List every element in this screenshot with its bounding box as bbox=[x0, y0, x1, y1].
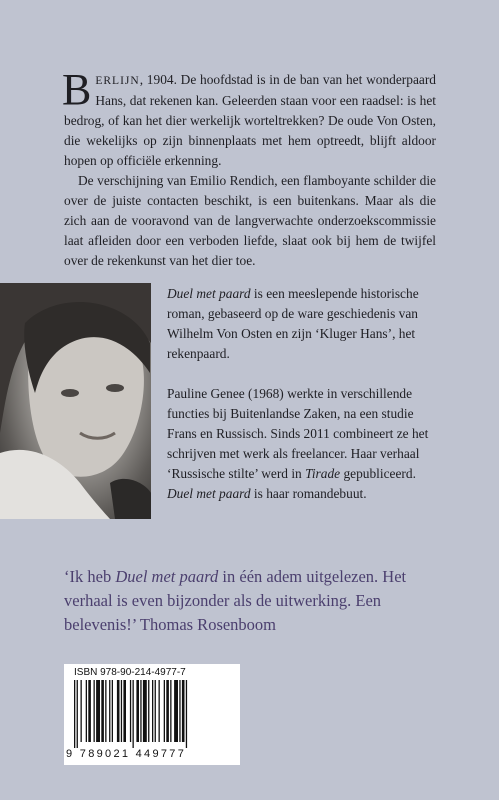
barcode-bar bbox=[86, 680, 87, 742]
drop-cap: B bbox=[62, 65, 92, 114]
book-title: Duel met paard bbox=[167, 486, 251, 501]
magazine-title: Tirade bbox=[305, 466, 341, 481]
barcode-bar bbox=[105, 680, 106, 742]
author-photo bbox=[0, 283, 151, 519]
book-and-author-info bbox=[167, 284, 443, 524]
barcode-bar bbox=[155, 680, 156, 742]
barcode-bar bbox=[143, 680, 147, 742]
barcode-bar bbox=[166, 680, 169, 742]
barcode-bars bbox=[74, 680, 230, 748]
barcode-digits: 9 789021 449777 bbox=[66, 748, 187, 760]
review-quote: ‘Ik heb Duel met paard in één adem uitgelezen. Het verhaal is even bijzonder als de uitwerking. Een belevenis!’ Thomas Rosenboom bbox=[64, 567, 407, 634]
barcode-bar bbox=[159, 680, 160, 742]
quote-book-title: Duel met paard bbox=[115, 567, 219, 586]
barcode-bar bbox=[112, 680, 113, 742]
barcode-bar bbox=[179, 680, 180, 742]
barcode-bar bbox=[117, 680, 120, 742]
barcode-bar bbox=[77, 680, 78, 748]
barcode-bar bbox=[81, 680, 82, 742]
synopsis-paragraph-1 bbox=[62, 65, 436, 171]
author-bio: Pauline Genee (1968) werkte in verschillende functies bij Buitenlandse Zaken, na een studie Frans en Russisch. Sinds 2011 combineert ze het schrijven met werk als freelancer. Haar verhaal ‘Russische stilte’ werd in Tirade gepubliceerd. Duel met paard is haar romandebuut. bbox=[167, 386, 429, 501]
synopsis-text-1: , 1904. De hoofdstad is in de ban van het wonderpaard Hans, dat rekenen kan. Geleerden staan voor een raadsel: is het bedrog, of kan het dier werkelijk worteltrekken? De oude Von Osten, die wekelijks op zijn binnenplaats met hem optreedt, blijft aldoor hopen op officiële erkenning. bbox=[64, 72, 436, 168]
barcode-bar bbox=[109, 680, 110, 742]
barcode-bar bbox=[130, 680, 131, 742]
barcode-bar bbox=[152, 680, 153, 742]
barcode-bar bbox=[74, 680, 75, 748]
author-portrait-image bbox=[0, 283, 151, 519]
barcode-bar bbox=[174, 680, 178, 742]
barcode-bar bbox=[182, 680, 185, 742]
city-name: ERLIJN bbox=[95, 75, 140, 87]
barcode-bar bbox=[133, 680, 134, 748]
barcode-bar bbox=[121, 680, 122, 742]
barcode-bar bbox=[140, 680, 141, 742]
book-title: Duel met paard bbox=[167, 286, 251, 301]
barcode-bar bbox=[136, 680, 139, 742]
book-description: Duel met paard is een meeslepende historische roman, gebaseerd op de ware geschiedenis van Wilhelm Von Osten en zijn ‘Kluger Hans’, het rekenpaard. bbox=[167, 286, 419, 361]
barcode-bar bbox=[164, 680, 165, 742]
synopsis bbox=[62, 65, 436, 271]
barcode-bar bbox=[96, 680, 100, 742]
barcode-bar bbox=[170, 680, 171, 742]
barcode-bar bbox=[186, 680, 187, 748]
barcode-bar bbox=[101, 680, 104, 742]
barcode-bar bbox=[88, 680, 91, 742]
isbn-label: ISBN 978-90-214-4977-7 bbox=[74, 667, 186, 678]
isbn-barcode bbox=[64, 664, 240, 765]
synopsis-paragraph-2: De verschijning van Emilio Rendich, een flamboyante schilder die over de juiste contacten beschikt, is een buitenkans. Maar als die zich aan de vooravond van de langverwachte onderzoekscommissie laat afleiden door een verboden liefde, slaat ook bij hem de twijfel over de rekenkunst van het dier toe. bbox=[64, 173, 436, 268]
barcode-bar bbox=[123, 680, 126, 742]
barcode-bar bbox=[148, 680, 149, 742]
barcode-bar bbox=[94, 680, 95, 742]
